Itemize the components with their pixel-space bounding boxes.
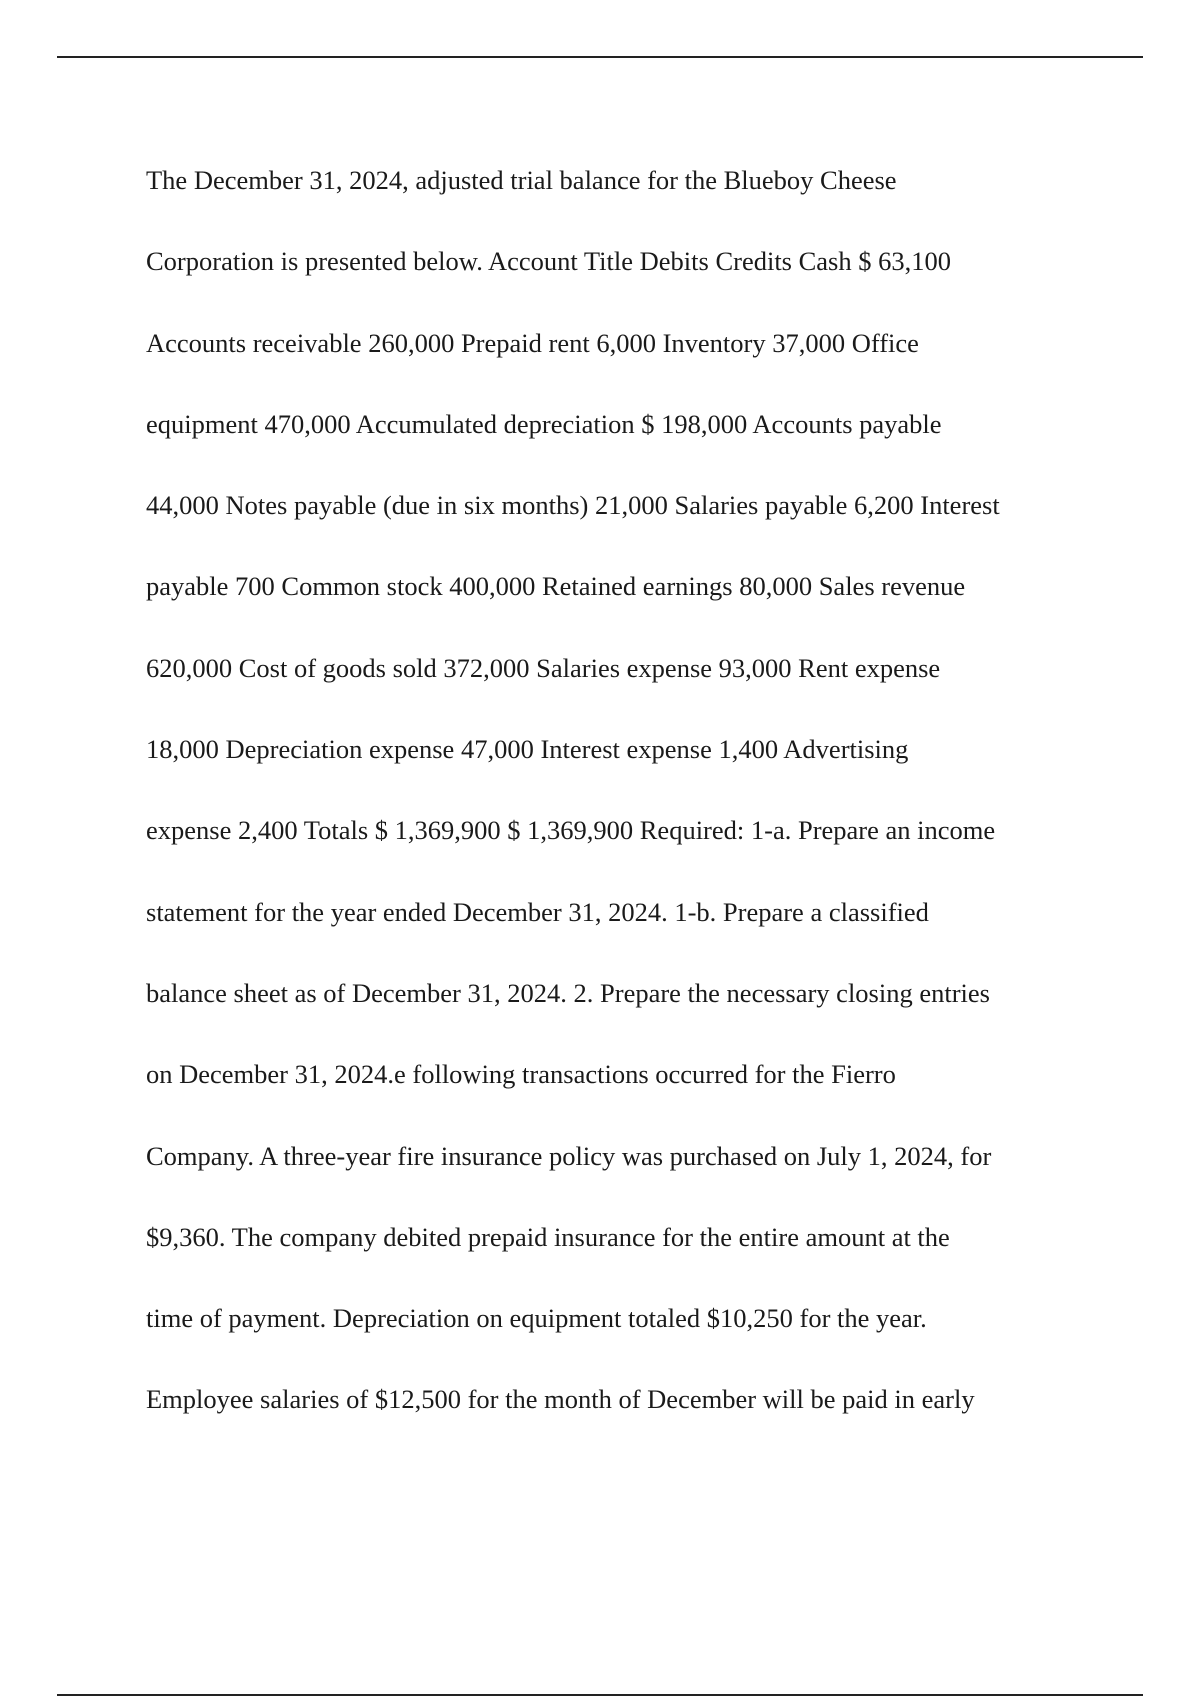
text-line: Corporation is presented below. Account Title Debits Credits Cash $ 63,100 <box>146 246 951 277</box>
text-line: 18,000 Depreciation expense 47,000 Interest expense 1,400 Advertising <box>146 734 909 765</box>
text-line: statement for the year ended December 31, 2024. 1-b. Prepare a classified <box>146 896 929 927</box>
text-line: The December 31, 2024, adjusted trial balance for the Blueboy Cheese <box>146 165 897 195</box>
text-line: expense 2,400 Totals $ 1,369,900 $ 1,369,900 Required: 1-a. Prepare an income <box>146 815 996 846</box>
text-line: $9,360. The company debited prepaid insurance for the entire amount at the <box>146 1221 950 1252</box>
text-line: Employee salaries of $12,500 for the month of December will be paid in early <box>146 1384 975 1415</box>
header-rule <box>57 56 1143 58</box>
text-line: 620,000 Cost of goods sold 372,000 Salaries expense 93,000 Rent expense <box>146 652 941 683</box>
text-line: equipment 470,000 Accumulated depreciation $ 198,000 Accounts payable <box>146 408 942 439</box>
text-line: payable 700 Common stock 400,000 Retained earnings 80,000 Sales revenue <box>146 571 966 602</box>
text-line: balance sheet as of December 31, 2024. 2. Prepare the necessary closing entries <box>146 977 990 1008</box>
footer-rule <box>57 1694 1143 1696</box>
text-line: on December 31, 2024.e following transactions occurred for the Fierro <box>146 1059 896 1090</box>
text-line: time of payment. Depreciation on equipment totaled $10,250 for the year. <box>146 1303 927 1334</box>
text-line: Accounts receivable 260,000 Prepaid rent 6,000 Inventory 37,000 Office <box>146 327 919 358</box>
text-line: Company. A three-year fire insurance policy was purchased on July 1, 2024, for <box>146 1140 992 1171</box>
document-body <box>146 140 1086 1441</box>
text-line: 44,000 Notes payable (due in six months) 21,000 Salaries payable 6,200 Interest <box>146 490 1000 521</box>
